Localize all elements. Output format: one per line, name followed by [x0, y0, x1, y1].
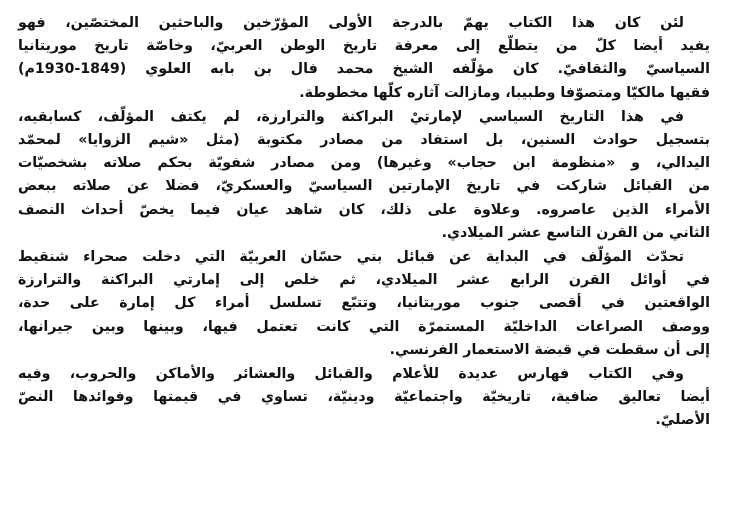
text-line: الأصليّ.	[655, 412, 710, 429]
text-line: السياسيّ والثقافيّ. كان مؤلّفه الشيخ محمد فال بن بابه العلوي (1849-1930م)	[18, 61, 710, 78]
text-line: بتسجيل حوادث السنين، بل استفاد من مصادر مكتوبة (مثل «شيم الزوايا» لمحمّد	[18, 132, 710, 149]
text-line: أيضا تعاليق ضافية، تاريخيّة واجتماعيّة ودينيّة، تساوي في قيمتها وفوائدها النصّ	[18, 389, 710, 406]
text-line: ووصف الصراعات الداخليّة المستمرّة التي كانت تعتمل فيها، وبينها وبين جيرانها،	[18, 318, 710, 335]
text-line: اليدالي، و «منظومة ابن حجاب» وغيرها) ومن مصادر شفويّة بحكم صلاته بشخصيّات	[18, 155, 710, 172]
text-line: الواقعتين في أقصى جنوب موريتانيا، وتتبّع تسلسل أمراء كل إمارة على حدة،	[18, 295, 710, 312]
paragraph-1	[18, 12, 710, 105]
text-line: إلى أن سقطت في قبضة الاستعمار الفرنسي.	[389, 341, 710, 358]
text-line: من القبائل شاركت في تاريخ الإمارتين السياسيّ والعسكريّ، فضلا عن صلاته ببعض	[18, 178, 710, 195]
text-line: وفي الكتاب فهارس عديدة للأعلام والقبائل والعشائر والأماكن والحروب، وفيه	[18, 366, 684, 383]
text-line: في هذا التاريخ السياسي لإمارتيْ البراكنة والترارزة، لم يكتف المؤلّف، كسابقيه،	[18, 108, 684, 125]
paragraph-3	[18, 246, 710, 362]
paragraph-4	[18, 363, 710, 433]
text-line: الأمراء الذين عاصروه. وعلاوة على ذلك، كان شاهد عيان فيما يخصّ أحداث النصف	[18, 201, 710, 218]
paragraph-2	[18, 106, 710, 245]
text-line: في أوائل القرن الرابع عشر الميلادي، ثم خلص إلى إمارتي البراكنة والترارزة	[18, 272, 710, 289]
text-line: الثاني من القرن التاسع عشر الميلادي.	[441, 224, 710, 241]
text-line: لئن كان هذا الكتاب يهمّ بالدرجة الأولى المؤرّخين والباحثين المختصّين، فهو	[18, 15, 684, 31]
text-line: يفيد أيضا كلّ من يتطلّع إلى معرفة تاريخ الوطن العربيّ، وخاصّة تاريخ موريتانيا	[18, 38, 710, 55]
text-line: فقيها مالكيّا ومتصوّفا وطبيبا، ومازالت آثاره كلّها مخطوطة.	[299, 84, 710, 101]
text-line: تحدّث المؤلّف في البداية عن قبائل بني حسّان العربيّة التي دخلت صحراء شنقيط	[18, 249, 684, 266]
